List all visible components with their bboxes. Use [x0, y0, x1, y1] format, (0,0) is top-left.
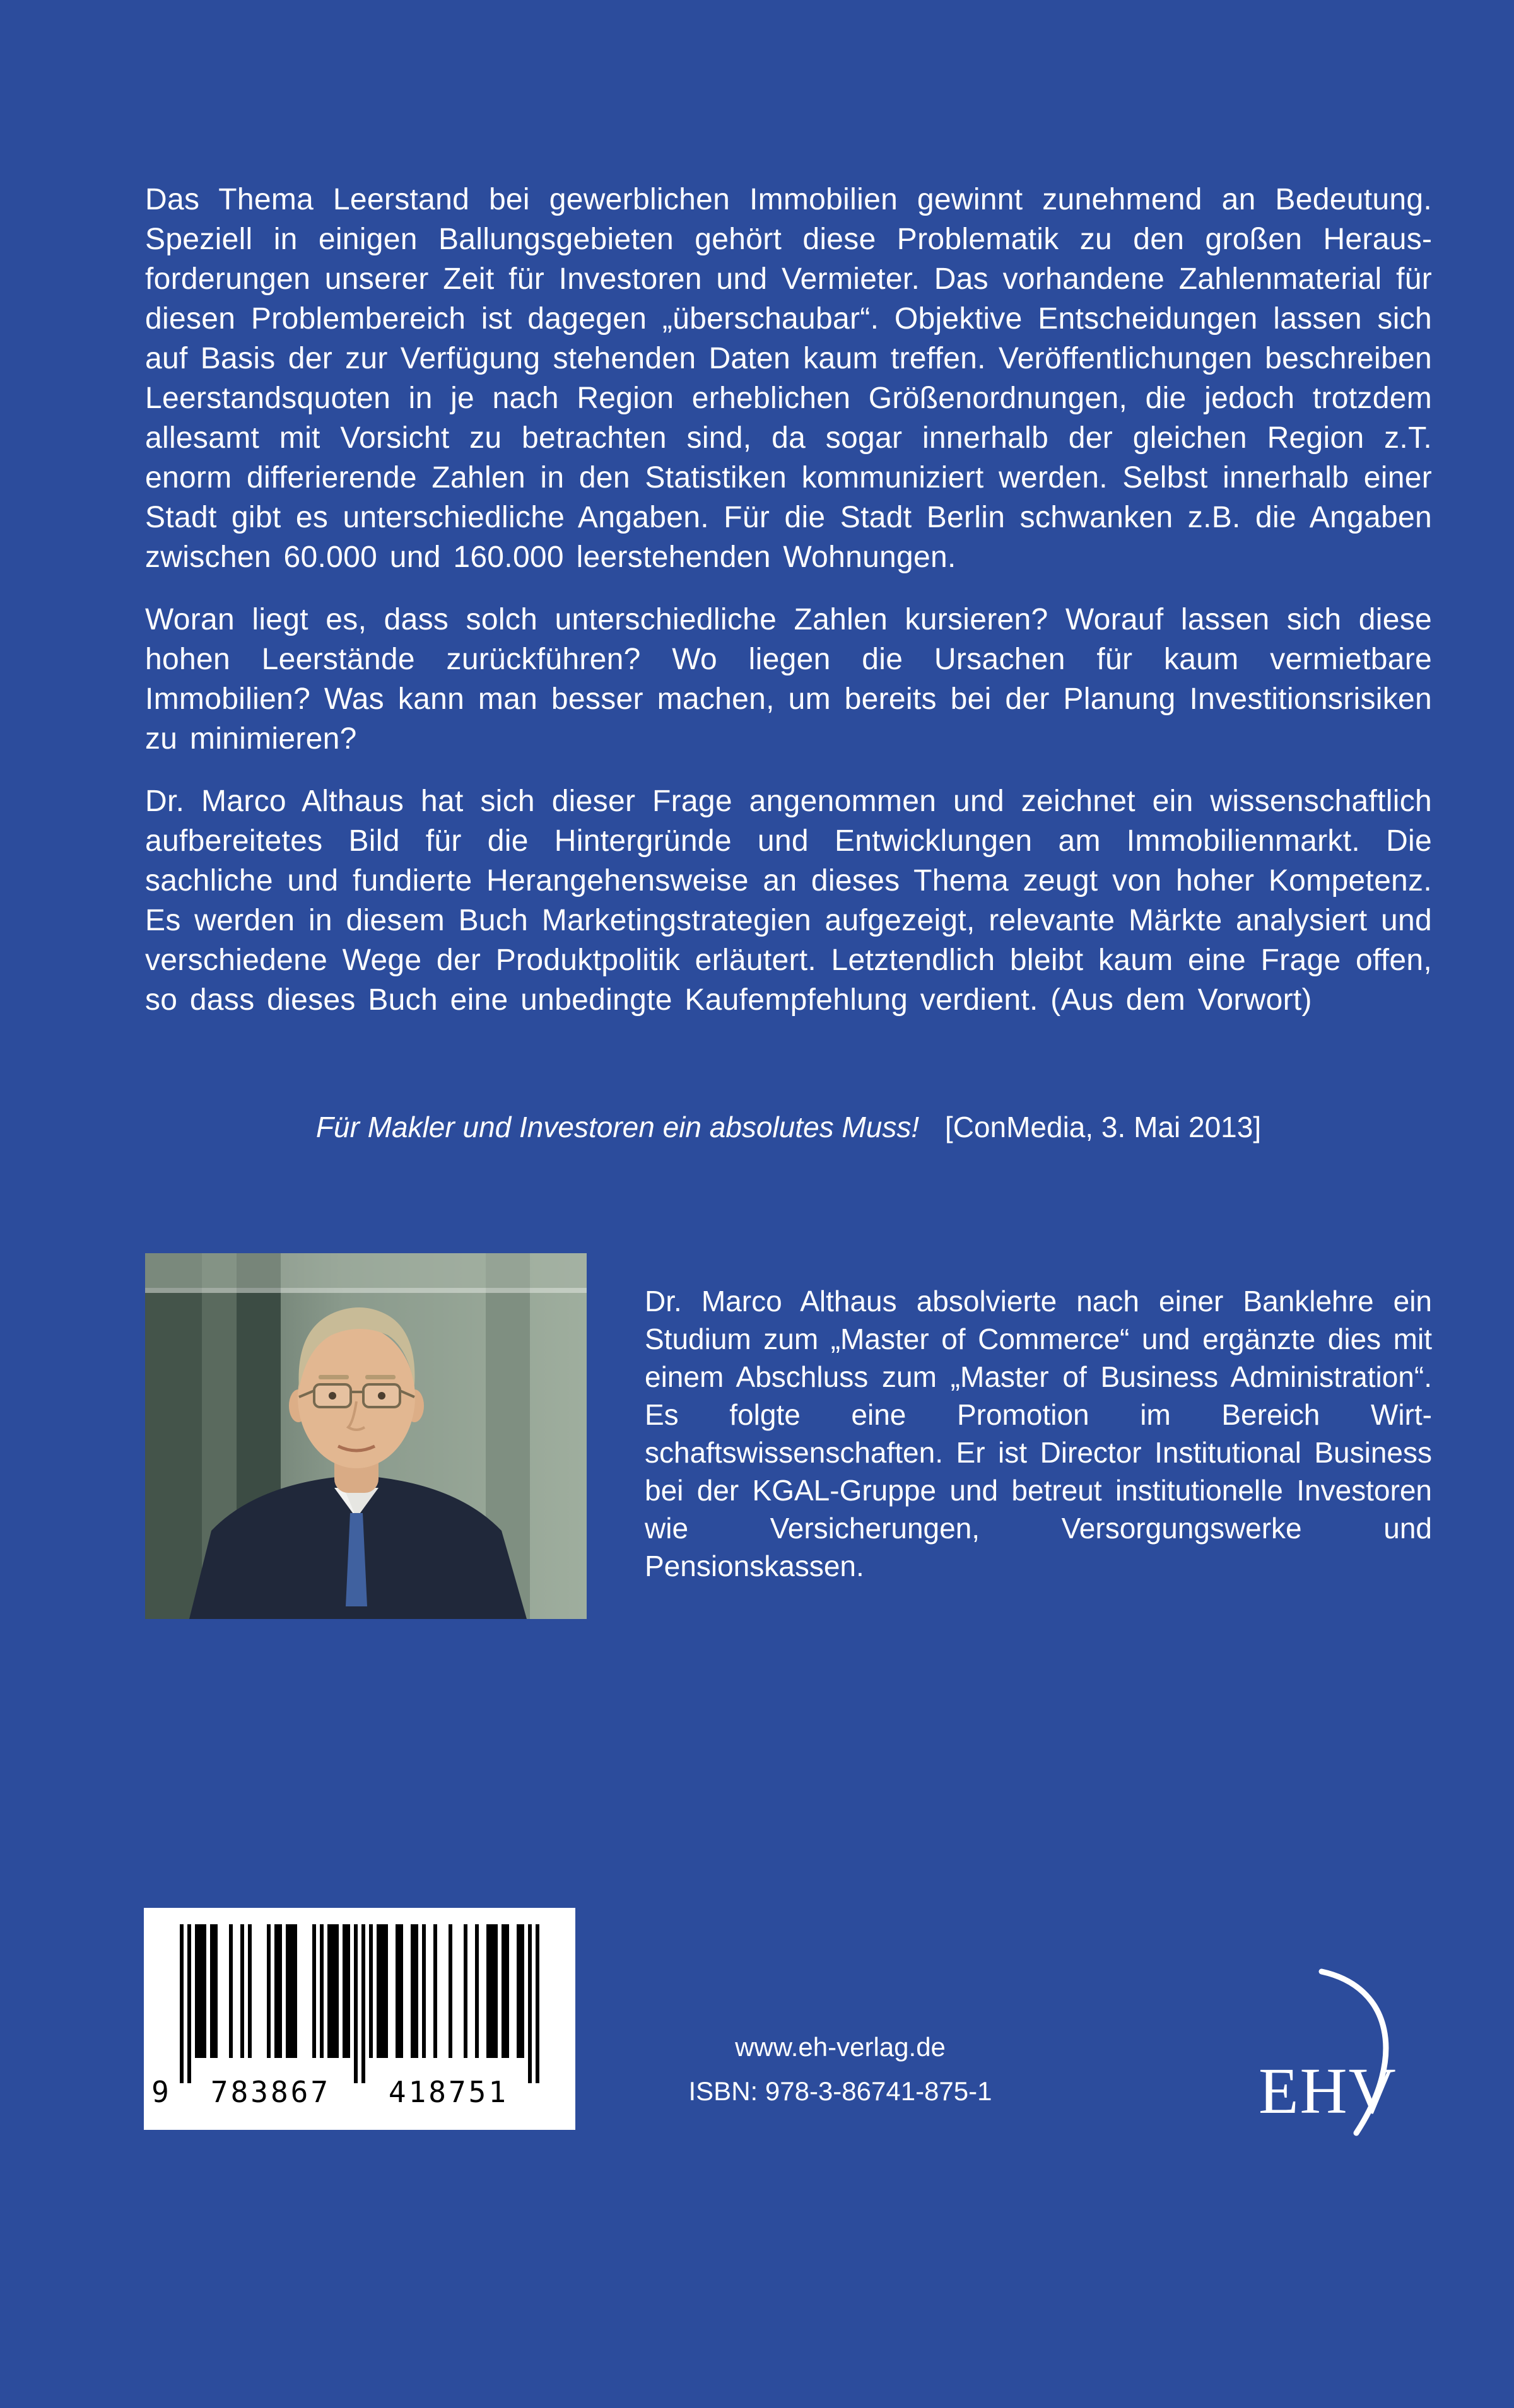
blurb-text-block	[145, 180, 1432, 1020]
blurb-paragraph-3: Dr. Marco Althaus hat sich dieser Frage angenommen und zeichnet ein wissenschaftlich aufbereitetes Bild für die Hintergründe und Entwicklungen am Immobilienmarkt. Die sachliche und fundierte Herangehensweise an dieses Thema zeugt von hoher Kompetenz. Es werden in diesem Buch Marketingstrategien aufgezeigt, relevante Märkte analysiert und verschiedene Wege der Produktpolitik erläutert. Letztendlich bleibt kaum eine Frage offen, so dass dieses Buch eine unbedingte Kaufempfehlung verdient. (Aus dem Vorwort)	[145, 785, 1432, 1017]
barcode-bars	[180, 1924, 539, 2083]
press-quote	[145, 1108, 1432, 1146]
publisher-website: www.eh-verlag.de	[735, 2032, 946, 2062]
author-section	[145, 1253, 1432, 1619]
cover-content	[145, 180, 1432, 1619]
author-bio: Dr. Marco Althaus absolvierte nach einer Banklehre ein Studium zum „Master of Commerce“ und ergänzte dies mit einem Abschluss zum „Master of Business Administration“. Es folgte eine Promotion im Bereich Wirtschaftswissenschaften. Er ist Director Institutional Business bei der KGAL-Gruppe und betreut institutionelle Investoren wie Versicherungen, Versorgungswerke und Pensionskassen.	[645, 1285, 1432, 1582]
blurb-paragraph-1: Das Thema Leerstand bei gewerblichen Immobilien gewinnt zunehmend an Bedeutung. Speziell in einigen Ballungsgebieten gehört diese Problematik zu den großen Herausforderungen unserer Zeit für Investoren und Vermieter. Das vorhandene Zahlenmaterial für diesen Problembereich ist dagegen „überschaubar“. Objektive Entscheidungen lassen sich auf Basis der zur Verfügung stehenden Daten kaum treffen. Veröffentlichungen beschreiben Leerstandsquoten in je nach Region erheblichen Größenordnungen, die jedoch trotzdem allesamt mit Vorsicht zu betrachten sind, da sogar innerhalb der gleichen Region z.T. enorm differierende Zahlen in den Statistiken kommuniziert werden. Selbst innerhalb einer Stadt gibt es unterschiedliche Angaben. Für die Stadt Berlin schwanken z.B. die Angaben zwischen 60.000 und 160.000 leerstehenden Wohnungen.	[145, 183, 1432, 574]
barcode-digit-first: 9	[151, 2075, 172, 2109]
author-photo	[145, 1253, 587, 1619]
publisher-info	[588, 2030, 1093, 2109]
press-quote-text: Für Makler und Investoren ein absolutes Muss!	[315, 1111, 920, 1143]
barcode-digit-group2: 418751	[388, 2075, 509, 2109]
barcode-digit-group1: 783867	[210, 2075, 331, 2109]
press-quote-source: [ConMedia, 3. Mai 2013]	[944, 1111, 1262, 1143]
blurb-paragraph-2: Woran liegt es, dass solch unterschiedliche Zahlen kursieren? Worauf lassen sich diese hohen Leerstände zurückführen? Wo liegen die Ursachen für kaum vermietbare Immobilien? Was kann man besser machen, um bereits bei der Planung Investitionsrisiken zu minimieren?	[145, 603, 1432, 756]
publisher-logo-text: EHV	[1259, 2055, 1397, 2127]
publisher-logo	[1259, 1968, 1423, 2138]
isbn-text: ISBN: 978-3-86741-875-1	[688, 2076, 992, 2106]
barcode	[144, 1908, 575, 2130]
